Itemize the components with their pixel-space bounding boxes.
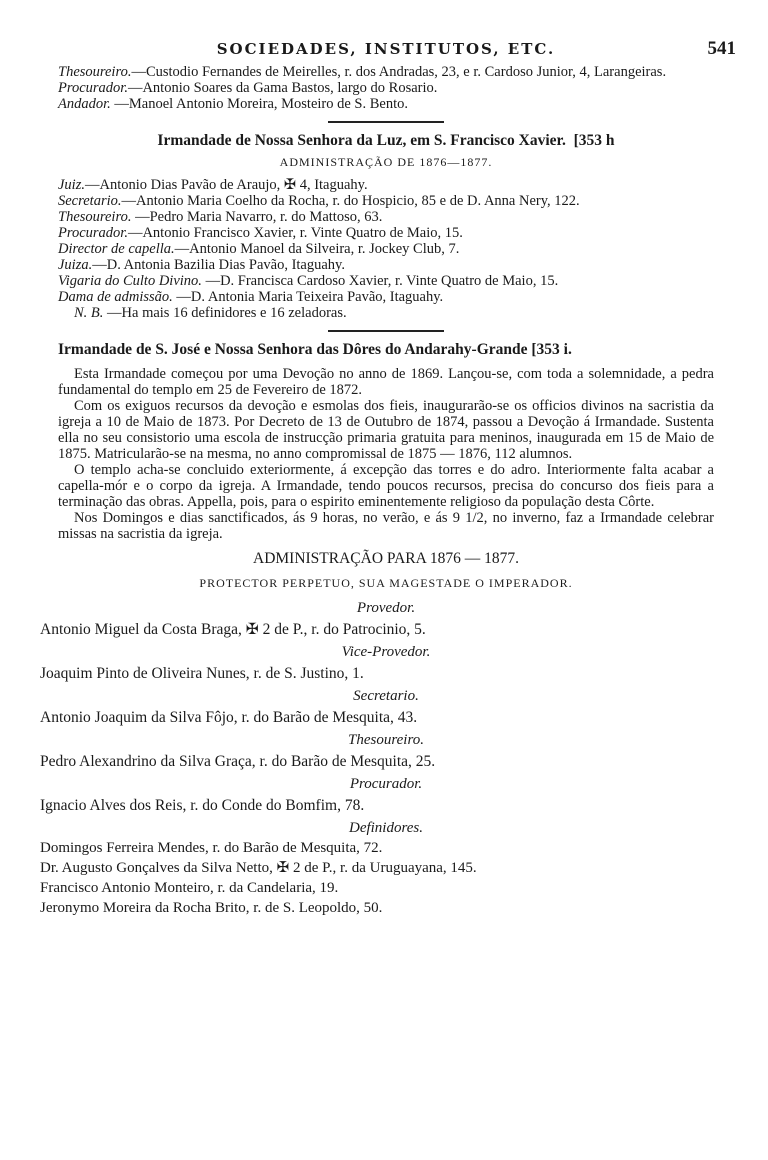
section-subtitle: ADMINISTRAÇÃO DE 1876—1877.: [279, 155, 493, 169]
entry: [58, 177, 714, 193]
divider: [328, 330, 444, 332]
office-holder: Pedro Alexandrino da Silva Graça, r. do Barão de Mesquita, 25.: [40, 753, 436, 770]
office-holder: Antonio Miguel da Costa Braga, ✠ 2 de P., r. do Patrocinio, 5.: [40, 621, 426, 638]
office-holder: Joaquim Pinto de Oliveira Nunes, r. de S. Justino, 1.: [40, 665, 364, 682]
definidores-title: Definidores.: [348, 820, 424, 836]
note-text: —Ha mais 16 definidores e 16 zeladoras.: [103, 305, 347, 321]
page-number: 541: [707, 38, 736, 59]
office-title: Procurador.: [349, 776, 423, 792]
administration-title: ADMINISTRAÇÃO PARA 1876 — 1877.: [253, 550, 519, 567]
section-heading: [58, 340, 714, 360]
running-header: [58, 36, 736, 64]
entry: [58, 241, 714, 257]
role: Thesoureiro.: [58, 64, 132, 80]
section-heading: [58, 131, 714, 151]
entry: [58, 64, 714, 80]
role: Juiza.: [58, 257, 93, 273]
paragraph: Nos Domingos e dias sanctificados, ás 9 horas, no verão, e ás 9 1/2, no inverno, faz a Irmandade celebrar missas na sacristia da igreja.: [58, 510, 714, 542]
role: Dama de admissão.: [58, 289, 173, 305]
entry-text: —Manoel Antonio Moreira, Mosteiro de S. Bento.: [110, 96, 408, 112]
document-page: [40, 36, 736, 918]
list-item: Jeronymo Moreira da Rocha Brito, r. de S. Leopoldo, 50.: [40, 900, 383, 916]
list-item: Dr. Augusto Gonçalves da Silva Netto, ✠ 2 de P., r. da Uruguayana, 145.: [40, 860, 477, 876]
paragraph: Com os exiguos recursos da devoção e esmolas dos fieis, inaugurarão-se os officios divinos na sacristia da igreja a 10 de Maio de 1873. Por Decreto de 13 de Outubro de 1874, passou a Devoção á Irmandade. Sustenta ella no seu consistorio uma escola de instrucção primaria gratuita para meninos, inaugurada em 15 de Maio de 1875. Matricularão-se na mesma, no anno compromissal de 1875 — 1876, 112 alumnos.: [58, 398, 714, 462]
entry-text: —D. Antonia Bazilia Dias Pavão, Itaguahy.: [92, 257, 345, 273]
role: Thesoureiro.: [58, 209, 132, 225]
entry-text: —Antonio Dias Pavão de Araujo, ✠ 4, Itaguahy.: [84, 177, 368, 193]
section-title: Irmandade de S. José e Nossa Senhora das Dôres do Andarahy-Grande: [58, 341, 528, 358]
entry: [58, 80, 714, 96]
entry-text: —Antonio Maria Coelho da Rocha, r. do Hospicio, 85 e de D. Anna Nery, 122.: [121, 193, 580, 209]
entry-text: —Antonio Francisco Xavier, r. Vinte Quatro de Maio, 15.: [127, 225, 463, 241]
list-item: Francisco Antonio Monteiro, r. da Candelaria, 19.: [40, 880, 339, 896]
paragraph: O templo acha-se concluido exteriormente, á excepção das torres e do adro. Interiormente falta acabar a capella-mór e o corpo da igreja. A Irmandade, tendo poucos recursos, precisa do concurso dos fieis para a terminação das obras. Appella, pois, para o espirito eminentemente religioso da população desta Côrte.: [58, 462, 714, 510]
paragraph: Esta Irmandade começou por uma Devoção no anno de 1869. Lançou-se, com toda a solemnidade, a pedra fundamental do templo em 25 de Fevereiro de 1872.: [58, 366, 714, 398]
role: Procurador.: [58, 225, 128, 241]
entry-text: —Antonio Soares da Gama Bastos, largo do Rosario.: [127, 80, 438, 96]
running-title: SOCIEDADES, INSTITUTOS, ETC.: [216, 40, 556, 58]
office-title: Vice-Provedor.: [341, 644, 431, 660]
entry: [58, 193, 714, 209]
role: Andador.: [58, 96, 111, 112]
role: Director de capella.: [58, 241, 175, 257]
role: Juiz.: [58, 177, 85, 193]
entry: [58, 225, 714, 241]
office-holder: Antonio Joaquim da Silva Fôjo, r. do Barão de Mesquita, 43.: [40, 709, 418, 726]
entry: [58, 96, 714, 112]
entry-text: —D. Antonia Maria Teixeira Pavão, Itaguahy.: [172, 289, 444, 305]
note-label: N. B.: [74, 305, 104, 321]
officer-list: [58, 177, 714, 321]
section-title: Irmandade de Nossa Senhora da Luz, em S. Francisco Xavier.: [157, 132, 566, 149]
entry-text: —D. Francisca Cardoso Xavier, r. Vinte Quatro de Maio, 15.: [201, 273, 559, 289]
entry: [58, 257, 714, 273]
entry-text: —Antonio Manoel da Silveira, r. Jockey Club, 7.: [174, 241, 460, 257]
section-ref: [353 h: [573, 132, 615, 149]
entry: [58, 289, 714, 305]
role: Procurador.: [58, 80, 128, 96]
office-title: Provedor.: [356, 600, 416, 616]
divider: [328, 121, 444, 123]
list-item: Domingos Ferreira Mendes, r. do Barão de Mesquita, 72.: [40, 840, 383, 856]
entry-text: —Custodio Fernandes de Meirelles, r. dos Andradas, 23, e r. Cardoso Junior, 4, Larangeiras.: [131, 64, 667, 80]
entry: [58, 273, 714, 289]
entry-text: —Pedro Maria Navarro, r. do Mattoso, 63.: [131, 209, 383, 225]
entry: [58, 209, 714, 225]
role: Vigaria do Culto Divino.: [58, 273, 202, 289]
role: Secretario.: [58, 193, 122, 209]
office-title: Secretario.: [353, 688, 419, 704]
office-holder: Ignacio Alves dos Reis, r. do Conde do Bomfim, 78.: [40, 797, 365, 814]
section-ref: [353 i.: [531, 341, 572, 358]
definidores-list: [40, 838, 714, 918]
protector-line: PROTECTOR PERPETUO, SUA MAGESTADE O IMPERADOR.: [199, 576, 573, 590]
note: [58, 305, 714, 321]
office-title: Thesoureiro.: [348, 732, 424, 748]
